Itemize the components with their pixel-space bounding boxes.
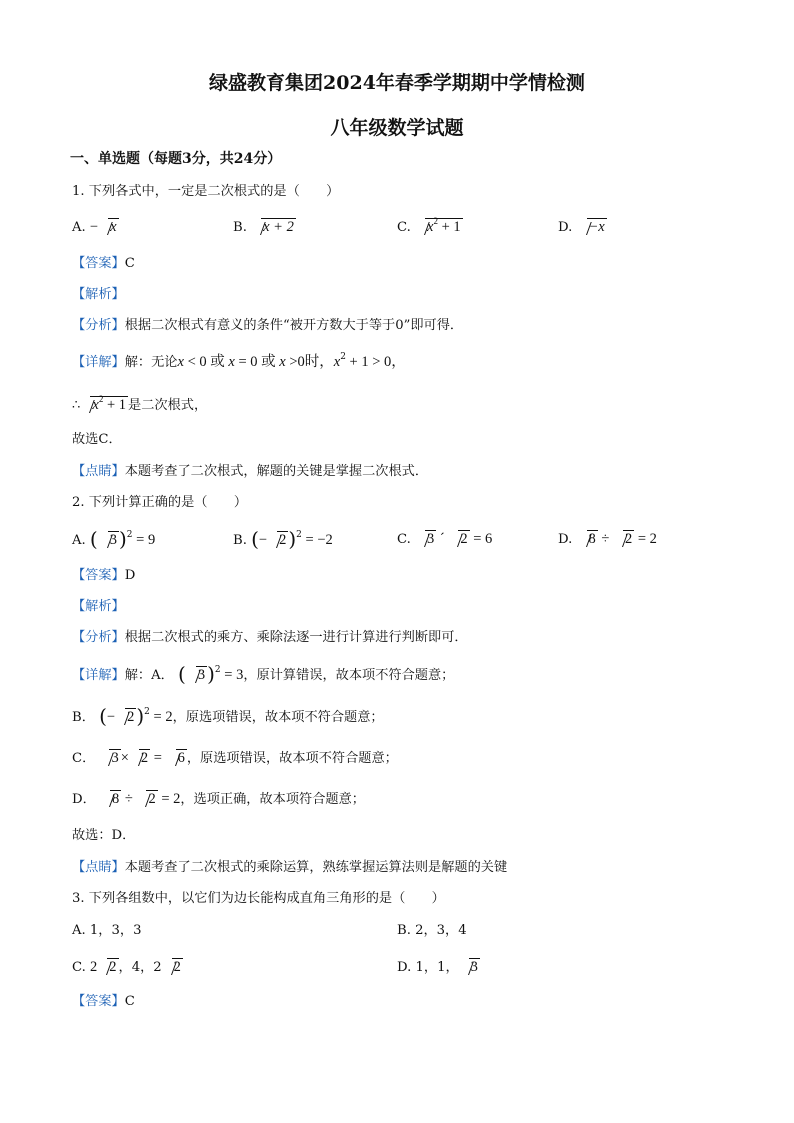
sqrt-symbol: 2 bbox=[130, 749, 150, 768]
page-subtitle: 八年级数学试题 bbox=[330, 117, 464, 139]
q2-detail-a: 【详解】解：A． ( 3 )$^2$ = 3，原计算错误，故本项不符合题意； bbox=[72, 662, 455, 686]
q1-stem: 1. 下列各式中，一定是二次根式的是（ ） bbox=[72, 184, 340, 199]
sqrt-symbol: 2 bbox=[98, 958, 118, 977]
q1-fenxi: 【分析】根据二次根式有意义的条件“被开方数大于等于0”即可得． bbox=[72, 318, 464, 333]
q3-option-d: D. 1，1， 3 bbox=[397, 959, 478, 975]
sqrt-symbol: 2 bbox=[116, 708, 136, 727]
section-heading: 一、单选题（每题3分，共24分） bbox=[70, 151, 282, 167]
q2-option-d: D. 8 ÷ 2 = 2 bbox=[558, 531, 657, 547]
q2-analysis-tag: 【解析】 bbox=[72, 599, 125, 614]
q3-answer: 【答案】C bbox=[72, 994, 135, 1009]
q2-fenxi: 【分析】根据二次根式的乘方、乘除法逐一进行计算进行判断即可． bbox=[72, 630, 468, 645]
q1-option-a: A. − x bbox=[72, 219, 117, 235]
q1-option-c: C. $x^2 + 1$ bbox=[397, 216, 461, 235]
sqrt-symbol: $x^2 + 1$ bbox=[416, 218, 463, 237]
q2-choose: 故选：D． bbox=[72, 828, 136, 843]
sqrt-symbol: x bbox=[99, 218, 118, 237]
q3-option-b: B. 2，3，4 bbox=[397, 923, 467, 938]
q1-therefore: ∴ $x^2 + 1$ 是二次根式， bbox=[72, 394, 208, 413]
q2-comment: 【点睛】本题考查了二次根式的乘除运算，熟练掌握运算法则是解题的关键 bbox=[72, 860, 508, 875]
q1-comment: 【点睛】本题考查了二次根式，解题的关键是掌握二次根式． bbox=[72, 464, 429, 479]
q1-option-d: D. −x bbox=[558, 219, 605, 235]
sqrt-symbol: 8 bbox=[578, 530, 598, 549]
sqrt-symbol: 3 bbox=[416, 530, 436, 549]
q1-detail: 【详解】解：无论x < 0 或 x = 0 或 x >0时，$x^2 + 1 > 0$， bbox=[72, 352, 406, 370]
sqrt-symbol: $x^2 + 1$ bbox=[81, 396, 128, 415]
q2-stem: 2. 下列计算正确的是（ ） bbox=[72, 495, 248, 510]
sqrt-symbol: 3 bbox=[460, 958, 480, 977]
q2-detail-d: D． 8 ÷ 2 = 2，选项正确，故本项符合题意； bbox=[72, 791, 365, 807]
q1-option-b: B. x + 2 bbox=[233, 219, 294, 235]
q3-option-a: A. 1，3，3 bbox=[72, 923, 142, 938]
q2-detail-c: C． 3 × 2 = 6 ，原选项错误，故本项不符合题意； bbox=[72, 750, 398, 766]
sqrt-symbol: 2 bbox=[449, 530, 469, 549]
q1-answer: 【答案】C bbox=[72, 256, 135, 271]
sqrt-symbol: 3 bbox=[100, 749, 120, 768]
q2-answer: 【答案】D bbox=[72, 568, 136, 583]
sqrt-symbol: x + 2 bbox=[252, 218, 296, 237]
q2-option-c: C. 3 ´ 2 = 6 bbox=[397, 531, 493, 547]
q3-stem: 3. 下列各组数中，以它们为边长能构成直角三角形的是（ ） bbox=[72, 891, 445, 906]
sqrt-symbol: 3 bbox=[99, 531, 119, 550]
sqrt-symbol: 8 bbox=[101, 790, 121, 809]
sqrt-symbol: 2 bbox=[137, 790, 157, 809]
q2-option-b: B. (− 2 )$^2$ = −2 bbox=[233, 527, 333, 551]
page-title: 绿盛教育集团2024年春季学期期中学情检测 bbox=[209, 72, 585, 94]
q1-analysis-tag: 【解析】 bbox=[72, 287, 125, 302]
sqrt-symbol: 2 bbox=[614, 530, 634, 549]
q2-option-a: A. ( 3 )$^2$ = 9 bbox=[72, 527, 156, 551]
q2-detail-b: B． (− 2 )$^2$ = 2，原选项错误，故本项不符合题意； bbox=[72, 704, 384, 728]
sqrt-symbol: 6 bbox=[167, 749, 187, 768]
sqrt-symbol: 3 bbox=[187, 666, 207, 685]
sqrt-symbol: −x bbox=[578, 218, 607, 237]
sqrt-symbol: 2 bbox=[163, 958, 183, 977]
q3-option-c: C. 2 2 ，4，2 2 bbox=[72, 959, 181, 975]
sqrt-symbol: 2 bbox=[268, 531, 288, 550]
q1-choose: 故选C． bbox=[72, 432, 122, 447]
